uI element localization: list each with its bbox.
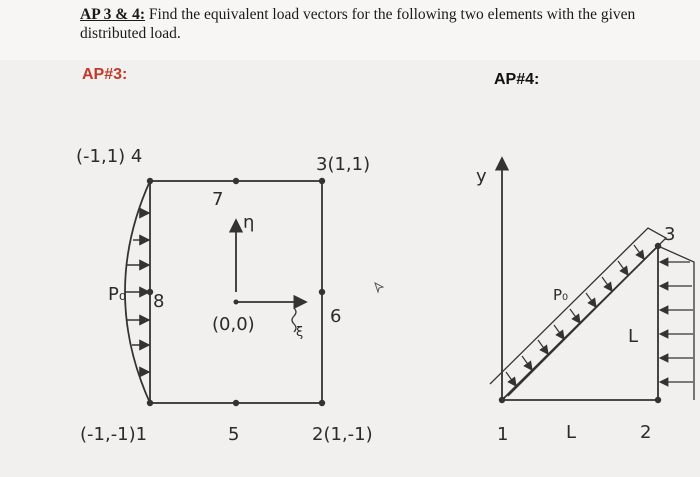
- ap4-side-load: [658, 246, 694, 400]
- ap3-load-arrows: [125, 213, 149, 372]
- ap3-node-3: [319, 178, 325, 184]
- ap4-hyp-arrows: [506, 245, 644, 386]
- ap4-node-2: [655, 397, 661, 403]
- ap4-length-right-label: L: [628, 326, 639, 347]
- ap3-node-5: [233, 400, 239, 406]
- ap4-label: AP#4:: [494, 71, 540, 88]
- ap4-side-arrows: [660, 262, 693, 382]
- ap3-node-6: [319, 289, 325, 295]
- question-body: Find the equivalent load vectors for the following two elements with the given distributed load.: [80, 6, 636, 42]
- ap4-length-bottom-label: L: [566, 422, 577, 443]
- ap3-node-5-label: 5: [228, 424, 240, 445]
- ap3-node-4: [147, 178, 153, 184]
- ap3-node-1-label: (-1,-1)1: [80, 424, 148, 445]
- ap3-node-3-label: 3(1,1): [316, 154, 371, 175]
- ap3-node-4-label: (-1,1) 4: [76, 146, 143, 167]
- ap3-node-1: [147, 400, 153, 406]
- ap3-node-8-label: 8: [153, 291, 165, 312]
- ap4-node-2-label: 2: [640, 422, 652, 443]
- ap4-node-3: [655, 243, 661, 249]
- ap4-node-1: [499, 397, 505, 403]
- ap4-node-1-label: 1: [497, 424, 509, 445]
- ap3-labels: [76, 146, 373, 445]
- ap3-center-dot: [234, 300, 239, 305]
- ap4-figure: [490, 158, 694, 400]
- ap4-load-label: P₀: [553, 286, 569, 304]
- ap4-labels: [476, 166, 675, 445]
- ap4-y-label: y: [476, 166, 487, 187]
- ap3-node-2-label: 2(1,-1): [312, 424, 373, 445]
- ap3-node-6-label: 6: [330, 306, 342, 327]
- ap3-node-7-label: 7: [212, 189, 224, 210]
- ap3-label: AP#3:: [82, 66, 128, 83]
- cursor-icon: [375, 283, 383, 292]
- ap3-node-2: [319, 400, 325, 406]
- ap4-node-3-label: 3: [664, 224, 676, 245]
- question-tag: AP 3 & 4:: [80, 6, 146, 23]
- ap3-xi-label: ξ: [296, 325, 304, 340]
- ap3-center-label: (0,0): [212, 314, 255, 335]
- ap3-eta-label: η: [243, 212, 255, 233]
- ap3-load-label: P₀: [108, 284, 127, 305]
- ap3-node-7: [233, 178, 239, 184]
